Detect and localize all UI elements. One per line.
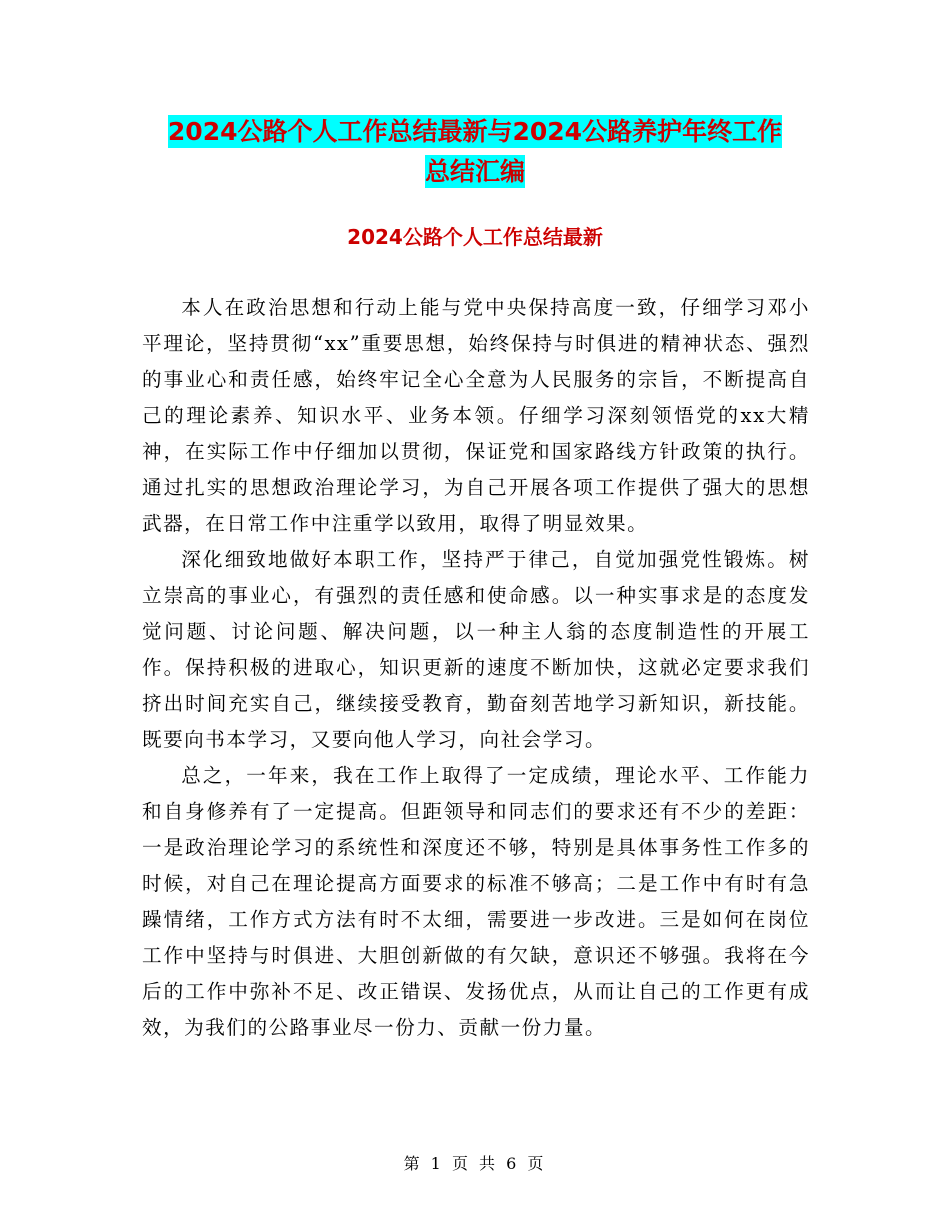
document-title — [0, 112, 950, 192]
document-title-line1: 2024公路个人工作总结最新与2024公路养护年终工作 — [167, 117, 783, 146]
body-paragraph: 本人在政治思想和行动上能与党中央保持高度一致，仔细学习邓小平理论，坚持贯彻“xx”重要思想，始终保持与时俱进的精神状态、强烈的事业心和责任感，始终牢记全心全意为人民服务的宗旨，不断提高自己的理论素养、知识水平、业务本领。仔细学习深刻领悟党的xx大精神，在实际工作中仔细加以贯彻，保证党和国家路线方针政策的执行。通过扎实的思想政治理论学习，为自己开展各项工作提供了强大的思想武器，在日常工作中注重学以致用，取得了明显效果。 — [142, 296, 810, 535]
document-body — [142, 290, 810, 1046]
section-title: 2024公路个人工作总结最新 — [347, 225, 603, 249]
body-paragraph: 深化细致地做好本职工作，坚持严于律己，自觉加强党性锻炼。树立崇高的事业心，有强烈的责任感和使命感。以一种实事求是的态度发觉问题、讨论问题、解决问题，以一种主人翁的态度制造性的开展工作。保持积极的进取心，知识更新的速度不断加快，这就必定要求我们挤出时间充实自己，继续接受教育，勤奋刻苦地学习新知识，新技能。既要向书本学习，又要向他人学习，向社会学习。 — [142, 548, 810, 751]
page-number-footer: 第 1 页 共 6 页 — [403, 1154, 547, 1173]
document-title-line2: 总结汇编 — [424, 157, 525, 186]
body-paragraph: 总之，一年来，我在工作上取得了一定成绩，理论水平、工作能力和自身修养有了一定提高。但距领导和同志们的要求还有不少的差距：一是政治理论学习的系统性和深度还不够，特别是具体事务性工作多的时候，对自己在理论提高方面要求的标准不够高；二是工作中有时有急躁情绪，工作方式方法有时不太细，需要进一步改进。三是如何在岗位工作中坚持与时俱进、大胆创新做的有欠缺，意识还不够强。我将在今后的工作中弥补不足、改正错误、发扬优点，从而让自己的工作更有成效，为我们的公路事业尽一份力、贡献一份力量。 — [142, 764, 810, 1039]
